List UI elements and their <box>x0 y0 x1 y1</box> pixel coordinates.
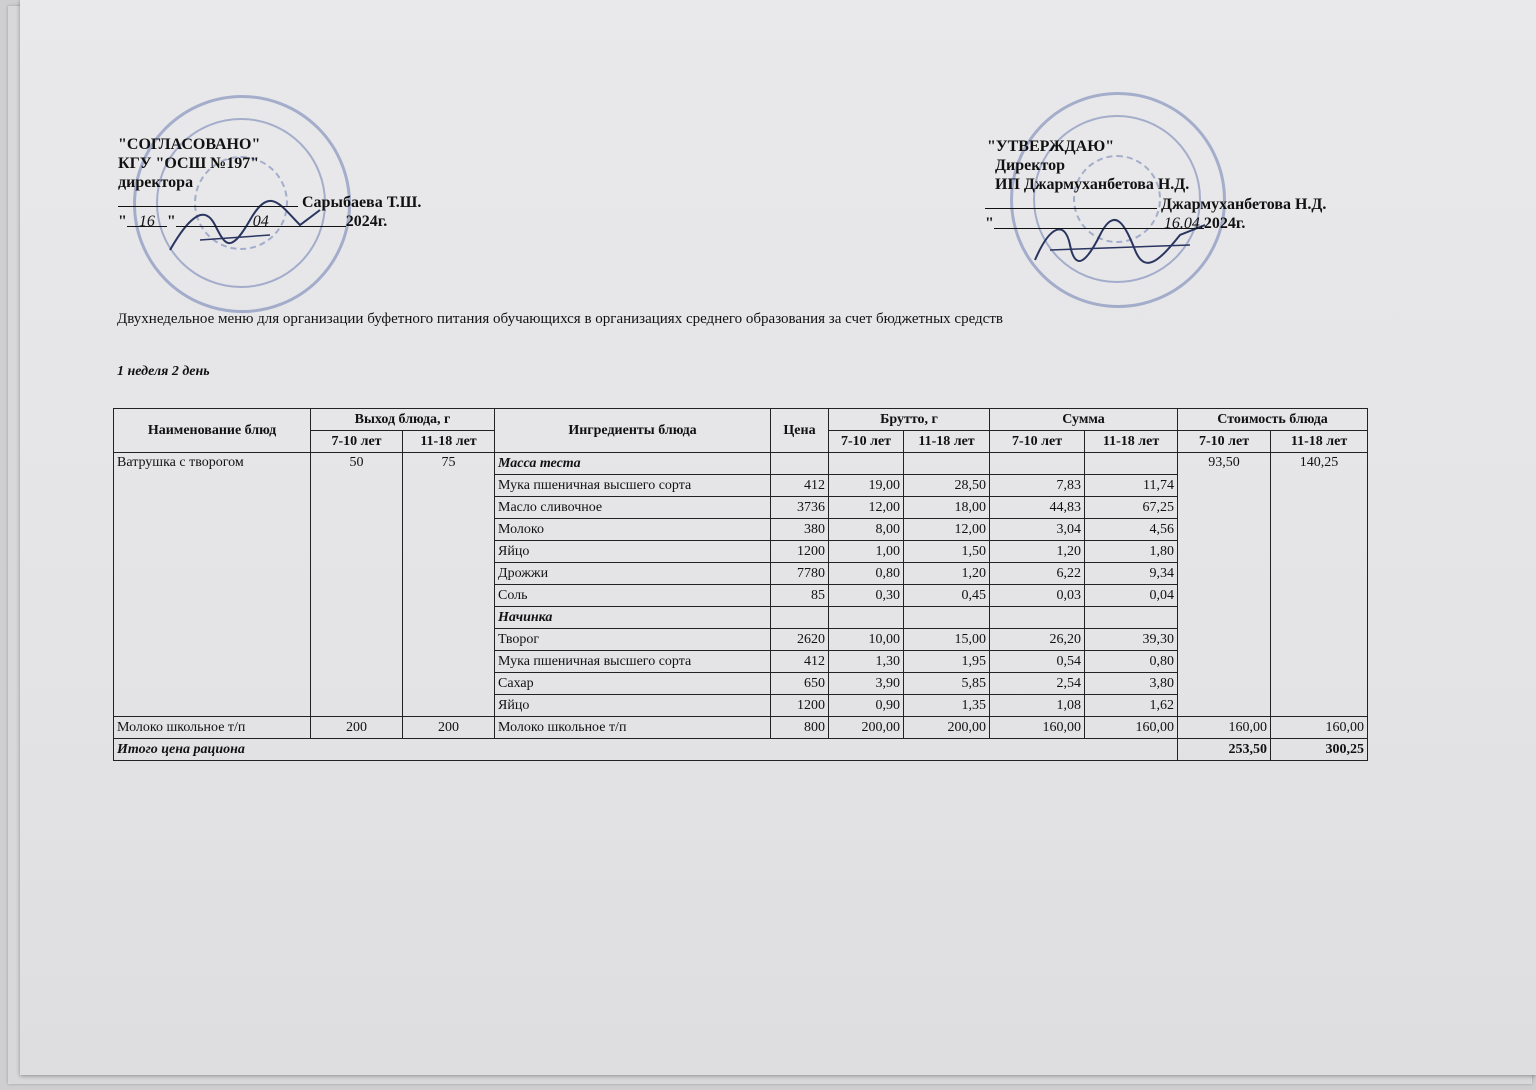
ingredient-name: Молоко школьное т/п <box>495 717 771 739</box>
dish-cost-age1: 93,50 <box>1178 453 1271 717</box>
ingredient-price: 2620 <box>771 629 829 651</box>
ingredient-name: Соль <box>495 585 771 607</box>
header-sum-age2: 11-18 лет <box>1085 431 1178 453</box>
header-dish: Наименование блюд <box>114 409 311 453</box>
header-ingredients: Ингредиенты блюда <box>495 409 771 453</box>
signature-underline-left <box>118 192 298 207</box>
brutto-age2: 1,50 <box>904 541 990 563</box>
sum-age1: 44,83 <box>990 497 1085 519</box>
document-page <box>20 0 1536 1075</box>
brutto-age1: 1,00 <box>829 541 904 563</box>
header-yield-age1: 7-10 лет <box>311 431 403 453</box>
sum-age1: 0,54 <box>990 651 1085 673</box>
brutto-age2: 200,00 <box>904 717 990 739</box>
ingredient-name: Масло сливочное <box>495 497 771 519</box>
ingredient-price <box>771 453 829 475</box>
brutto-age1: 8,00 <box>829 519 904 541</box>
ingredient-price: 3736 <box>771 497 829 519</box>
header-sum-age1: 7-10 лет <box>990 431 1085 453</box>
brutto-age1: 19,00 <box>829 475 904 497</box>
ingredient-price: 1200 <box>771 541 829 563</box>
sum-age2: 39,30 <box>1085 629 1178 651</box>
dish-yield-age2: 75 <box>403 453 495 717</box>
sum-age2: 3,80 <box>1085 673 1178 695</box>
brutto-age1: 12,00 <box>829 497 904 519</box>
dish-yield-age2: 200 <box>403 717 495 739</box>
header-sum: Сумма <box>990 409 1178 431</box>
sum-age1: 2,54 <box>990 673 1085 695</box>
brutto-age2: 15,00 <box>904 629 990 651</box>
sum-age2: 160,00 <box>1085 717 1178 739</box>
document-title: Двухнедельное меню для организации буфетного питания обучающихся в организациях среднего образования за счет бюджетных средств <box>117 311 1003 327</box>
date-quote-open-right: " <box>985 215 994 232</box>
brutto-age2: 12,00 <box>904 519 990 541</box>
ingredient-price: 85 <box>771 585 829 607</box>
header-brutto-age2: 11-18 лет <box>904 431 990 453</box>
brutto-age2: 1,20 <box>904 563 990 585</box>
dish-cost-age1: 160,00 <box>1178 717 1271 739</box>
approval-left-org: КГУ "ОСШ №197" <box>118 155 260 172</box>
ingredient-name: Молоко <box>495 519 771 541</box>
brutto-age1: 3,90 <box>829 673 904 695</box>
approval-left-day: 16 <box>127 212 167 227</box>
table-row <box>114 453 1368 475</box>
sum-age2 <box>1085 607 1178 629</box>
sum-age1: 26,20 <box>990 629 1085 651</box>
signature-underline-right <box>985 194 1157 209</box>
brutto-age2: 18,00 <box>904 497 990 519</box>
approval-right-date-line <box>985 214 1326 233</box>
sum-age1: 1,08 <box>990 695 1085 717</box>
ingredient-price: 412 <box>771 651 829 673</box>
brutto-age1: 200,00 <box>829 717 904 739</box>
table-row <box>114 717 1368 739</box>
brutto-age2: 5,85 <box>904 673 990 695</box>
sum-age1 <box>990 453 1085 475</box>
sum-age1: 6,22 <box>990 563 1085 585</box>
sum-age2: 0,04 <box>1085 585 1178 607</box>
ingredient-name: Сахар <box>495 673 771 695</box>
date-quote-close: " <box>166 213 176 230</box>
menu-table <box>113 408 1368 761</box>
dish-name: Ватрушка с творогом <box>114 453 311 717</box>
sum-age1: 3,04 <box>990 519 1085 541</box>
brutto-age1: 0,80 <box>829 563 904 585</box>
total-label: Итого цена рациона <box>114 739 1178 761</box>
header-price: Цена <box>771 409 829 453</box>
sum-age2: 1,62 <box>1085 695 1178 717</box>
approval-left-month: 04 <box>176 212 346 227</box>
sum-age2: 9,34 <box>1085 563 1178 585</box>
ingredient-price: 800 <box>771 717 829 739</box>
brutto-age2 <box>904 453 990 475</box>
ingredient-name: Начинка <box>495 607 771 629</box>
total-cost-age1: 253,50 <box>1178 739 1271 761</box>
brutto-age2: 1,35 <box>904 695 990 717</box>
header-brutto: Брутто, г <box>829 409 990 431</box>
brutto-age1: 10,00 <box>829 629 904 651</box>
ingredient-name: Мука пшеничная высшего сорта <box>495 651 771 673</box>
approval-left-date-line <box>118 212 421 231</box>
dish-cost-age2: 160,00 <box>1271 717 1368 739</box>
dish-name: Молоко школьное т/п <box>114 717 311 739</box>
approval-left-title: "СОГЛАСОВАНО" <box>118 136 261 153</box>
approval-right-org: ИП Джармуханбетова Н.Д. <box>995 176 1190 193</box>
brutto-age2: 28,50 <box>904 475 990 497</box>
sum-age1 <box>990 607 1085 629</box>
sum-age1: 1,20 <box>990 541 1085 563</box>
ingredient-price: 1200 <box>771 695 829 717</box>
brutto-age1: 0,90 <box>829 695 904 717</box>
ingredient-price: 7780 <box>771 563 829 585</box>
date-quote-open: " <box>118 213 127 230</box>
approval-right-block <box>985 137 1326 233</box>
brutto-age1: 1,30 <box>829 651 904 673</box>
ingredient-price: 650 <box>771 673 829 695</box>
approval-right-name: Джармуханбетова Н.Д. <box>1161 196 1327 213</box>
total-row <box>114 739 1368 761</box>
ingredient-price: 412 <box>771 475 829 497</box>
ingredient-name: Яйцо <box>495 541 771 563</box>
approval-left-name: Сарыбаева Т.Ш. <box>302 194 422 211</box>
approval-right-title: "УТВЕРЖДАЮ" <box>987 138 1115 155</box>
ingredient-name: Яйцо <box>495 695 771 717</box>
header-row-1 <box>114 409 1368 431</box>
brutto-age2 <box>904 607 990 629</box>
ingredient-price: 380 <box>771 519 829 541</box>
dish-cost-age2: 140,25 <box>1271 453 1368 717</box>
sum-age2: 67,25 <box>1085 497 1178 519</box>
brutto-age2: 1,95 <box>904 651 990 673</box>
header-yield-age2: 11-18 лет <box>403 431 495 453</box>
ingredient-name: Дрожжи <box>495 563 771 585</box>
header-yield: Выход блюда, г <box>311 409 495 431</box>
sum-age2: 1,80 <box>1085 541 1178 563</box>
sum-age2 <box>1085 453 1178 475</box>
ingredient-name: Мука пшеничная высшего сорта <box>495 475 771 497</box>
header-cost-age1: 7-10 лет <box>1178 431 1271 453</box>
sum-age2: 0,80 <box>1085 651 1178 673</box>
dish-yield-age1: 200 <box>311 717 403 739</box>
header-cost: Стоимость блюда <box>1178 409 1368 431</box>
brutto-age1 <box>829 453 904 475</box>
week-day-label: 1 неделя 2 день <box>117 364 210 379</box>
sum-age1: 0,03 <box>990 585 1085 607</box>
total-cost-age2: 300,25 <box>1271 739 1368 761</box>
approval-right-name-line <box>985 194 1326 214</box>
approval-right-position: Директор <box>995 157 1065 174</box>
header-brutto-age1: 7-10 лет <box>829 431 904 453</box>
approval-left-position: директора <box>118 174 194 191</box>
ingredient-name: Масса теста <box>495 453 771 475</box>
dish-yield-age1: 50 <box>311 453 403 717</box>
sum-age2: 11,74 <box>1085 475 1178 497</box>
approval-right-date: 16.04. <box>994 214 1204 229</box>
brutto-age1 <box>829 607 904 629</box>
sum-age1: 7,83 <box>990 475 1085 497</box>
approval-left-year: 2024г. <box>345 213 388 230</box>
ingredient-price <box>771 607 829 629</box>
brutto-age2: 0,45 <box>904 585 990 607</box>
approval-left-name-line <box>118 192 421 212</box>
brutto-age1: 0,30 <box>829 585 904 607</box>
approval-right-year: 2024г. <box>1203 215 1246 232</box>
sum-age2: 4,56 <box>1085 519 1178 541</box>
header-cost-age2: 11-18 лет <box>1271 431 1368 453</box>
sum-age1: 160,00 <box>990 717 1085 739</box>
ingredient-name: Творог <box>495 629 771 651</box>
approval-left-block <box>118 135 421 231</box>
